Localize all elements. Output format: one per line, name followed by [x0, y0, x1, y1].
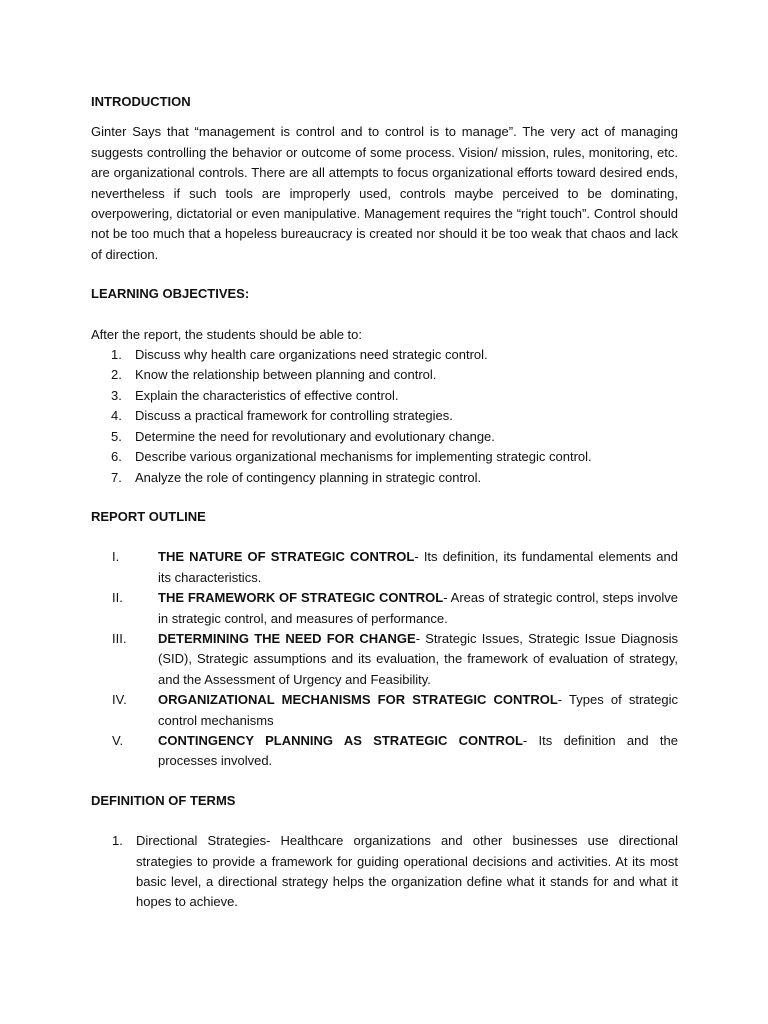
outline-item [91, 629, 678, 690]
outline-item-numeral: I. [112, 549, 120, 565]
list-item [91, 427, 678, 447]
outline-item-title: THE FRAMEWORK OF STRATEGIC CONTROL [158, 590, 444, 606]
outline-item-description: - Areas of strategic control, steps involve in strategic control, and measures of performance. [158, 590, 678, 626]
learning-objectives-list [91, 345, 678, 488]
outline-item-title: DETERMINING THE NEED FOR CHANGE [158, 630, 416, 646]
outline-item-title: ORGANIZATIONAL MECHANISMS FOR STRATEGIC CONTROL [158, 692, 558, 708]
introduction-paragraph: Ginter Says that “management is control and to control is to manage”. The very act of managing suggests controlling the behavior or outcome of some process. Vision/ mission, rules, monitoring, etc. are organizational controls. There are all attempts to focus organizational efforts toward desired ends, nevertheless if such tools are improperly used, controls maybe perceived to be dominating, overpowering, dictatorial or even manipulative. Management requires the “right touch”. Control should not be too much that a hopeless bureaucracy is created nor should it be too weak that chaos and lack of direction. [91, 124, 678, 262]
list-item-number: 5. [111, 428, 122, 444]
list-item-number: 1. [112, 833, 123, 849]
list-item-number: 1. [111, 347, 122, 363]
list-item-number: 6. [111, 449, 122, 465]
outline-item-title: THE NATURE OF STRATEGIC CONTROL [158, 549, 415, 565]
list-item-text: Directional Strategies- Healthcare organizations and other businesses use directional strategies to provide a framework for guiding operational decisions and activities. At its most basic level, a directional strategy helps the organization define what it stands for and what it hopes to achieve. [136, 833, 678, 910]
list-item [91, 406, 678, 426]
list-item [91, 447, 678, 467]
outline-item-description: - Its definition and the processes involved. [158, 732, 678, 769]
list-item [91, 365, 678, 385]
outline-item-numeral: IV. [112, 692, 127, 708]
list-item-text: Explain the characteristics of effective control. [135, 387, 399, 403]
report-outline-heading: REPORT OUTLINE [91, 508, 206, 524]
list-item [91, 468, 678, 488]
list-item [91, 386, 678, 406]
outline-item-numeral: V. [112, 732, 124, 748]
outline-item-title: CONTINGENCY PLANNING AS STRATEGIC CONTROL [158, 732, 523, 748]
outline-item [91, 731, 678, 772]
list-item-number: 3. [111, 387, 122, 403]
outline-item-numeral: III. [112, 630, 127, 646]
outline-item-description: - Strategic Issues, Strategic Issue Diagnosis (SID), Strategic assumptions and its evaluation, the framework of evaluation of strategy, and the Assessment of Urgency and Feasibility. [158, 630, 678, 687]
outline-item-numeral: II. [112, 590, 123, 606]
introduction-heading: INTRODUCTION [91, 94, 191, 109]
list-item-text: Determine the need for revolutionary and evolutionary change. [135, 428, 495, 444]
list-item [91, 831, 678, 913]
list-item-number: 2. [111, 367, 122, 383]
outline-item-description: - Its definition, its fundamental elements and its characteristics. [158, 549, 678, 585]
list-item-text: Discuss a practical framework for controlling strategies. [135, 408, 453, 424]
list-item-text: Discuss why health care organizations need strategic control. [135, 347, 488, 363]
definition-of-terms-heading: DEFINITION OF TERMS [91, 792, 236, 808]
outline-item-description: - Types of strategic control mechanisms [158, 692, 678, 728]
list-item-text: Describe various organizational mechanisms for implementing strategic control. [135, 449, 592, 465]
list-item-number: 7. [111, 469, 122, 485]
list-item [91, 345, 678, 365]
list-item-text: Know the relationship between planning and control. [135, 367, 437, 383]
learning-objectives-heading: LEARNING OBJECTIVES: [91, 286, 250, 302]
list-item-number: 4. [111, 408, 122, 424]
outline-item [91, 547, 678, 588]
definition-of-terms-list [91, 831, 678, 913]
list-item-text: Analyze the role of contingency planning in strategic control. [135, 469, 482, 485]
learning-objectives-lead: After the report, the students should be able to: [91, 326, 363, 342]
outline-item [91, 690, 678, 731]
outline-item [91, 588, 678, 629]
report-outline-list [91, 547, 678, 771]
